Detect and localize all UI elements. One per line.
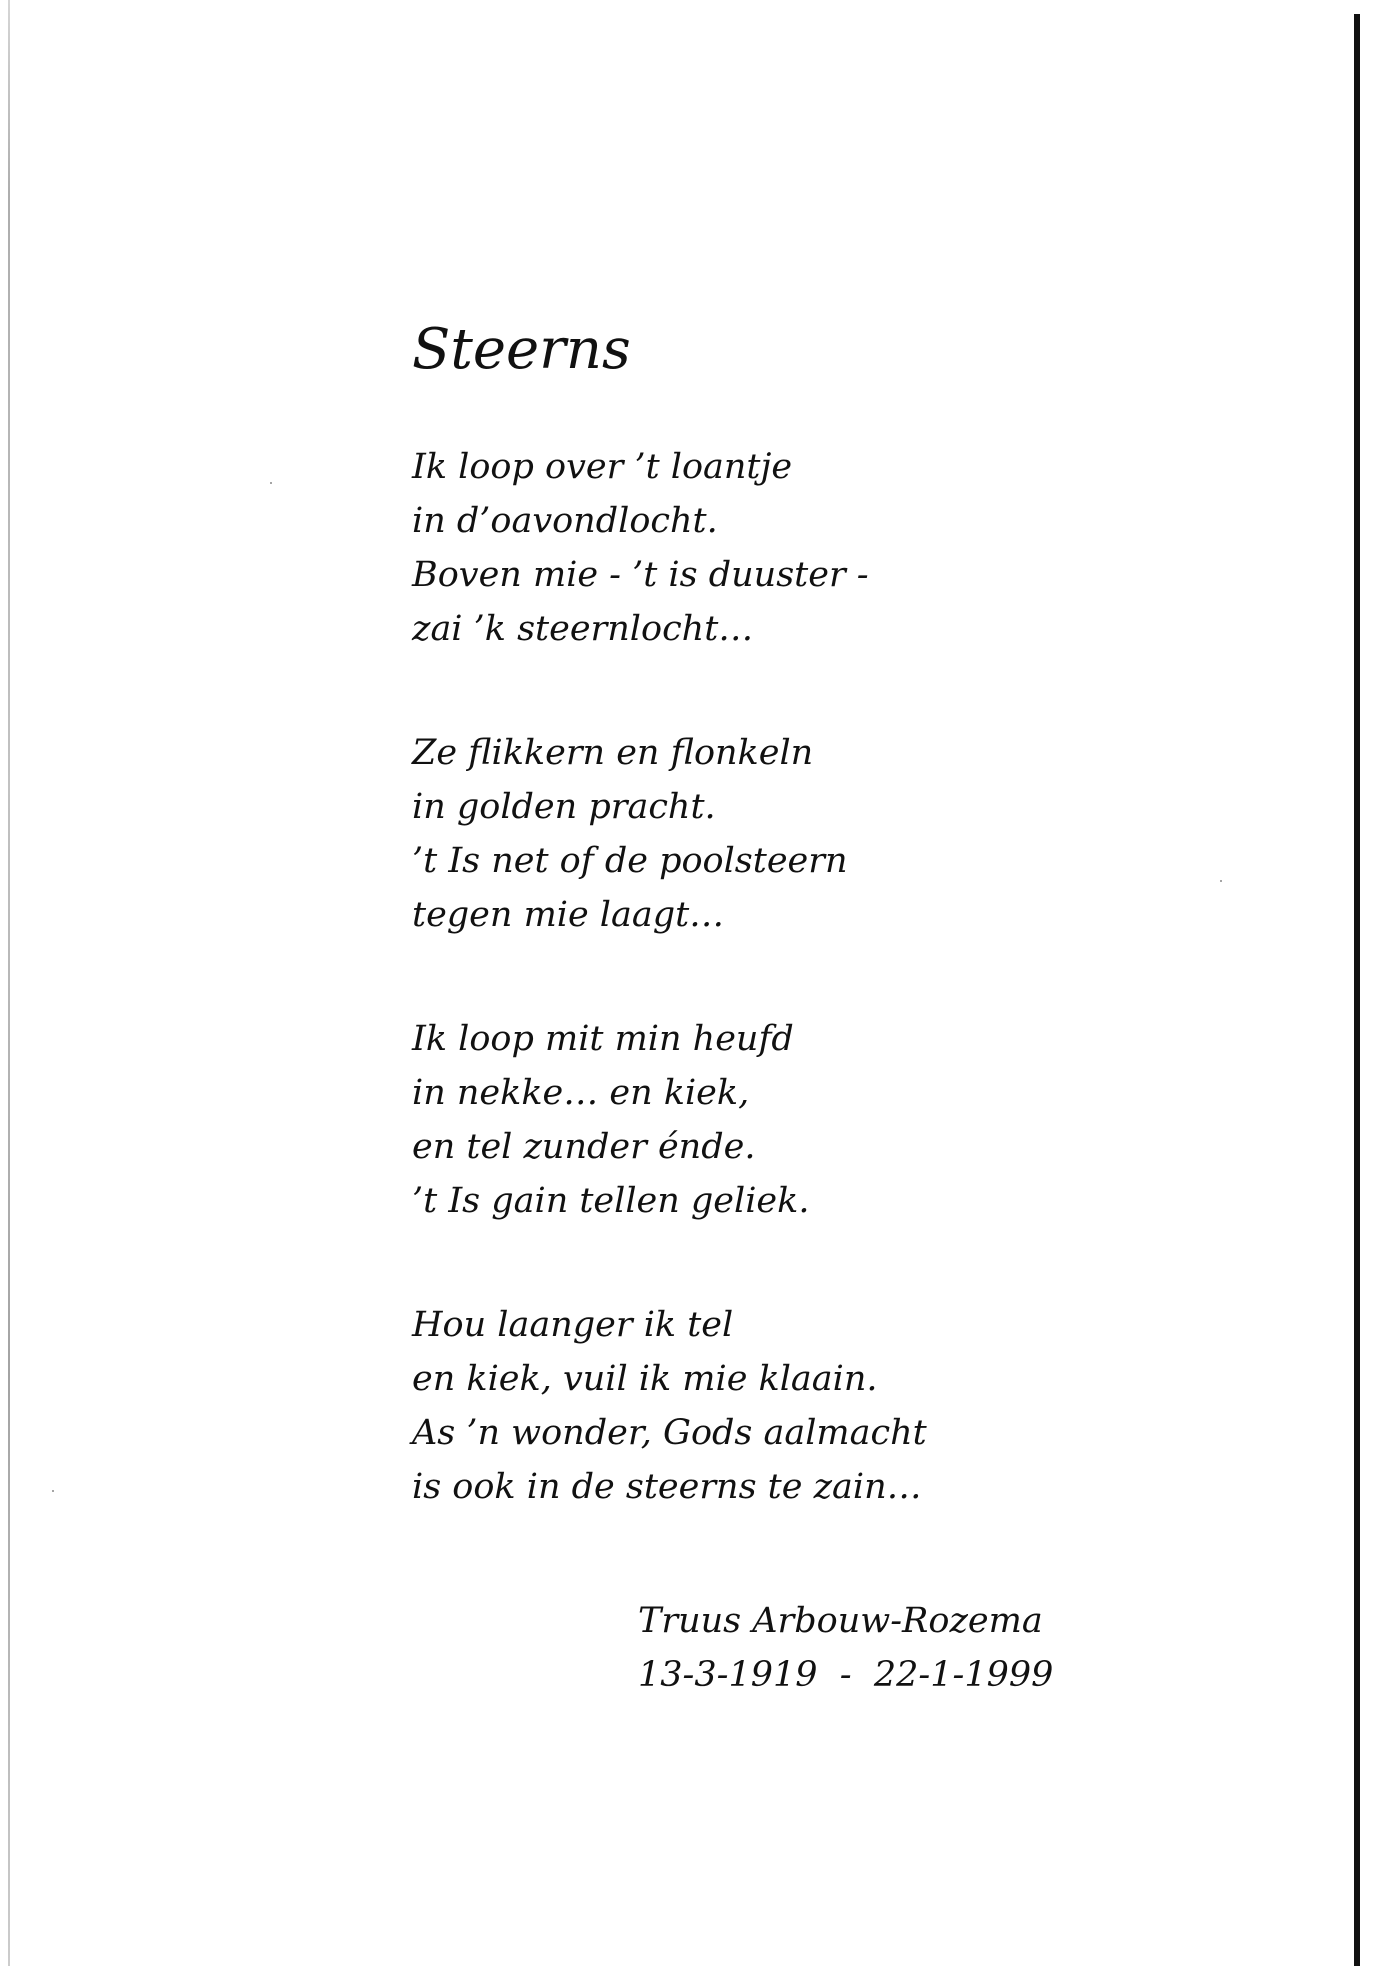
poem-title: Steerns <box>412 317 631 382</box>
verse-line: As ’n wonder, Gods aalmacht <box>412 1413 927 1453</box>
stanza-4 <box>412 1298 1212 1514</box>
verse-line: Ik loop mit min heufd <box>412 1019 794 1059</box>
verse-line: Ze flikkern en flonkeln <box>412 733 814 773</box>
verse-line: in d’oavondlocht. <box>412 501 718 541</box>
stanza-2 <box>412 726 1212 942</box>
verse-line: is ook in de steerns te zain… <box>412 1467 922 1507</box>
verse-line: Ik loop over ’t loantje <box>412 447 793 487</box>
verse-line: tegen mie laagt… <box>412 895 725 935</box>
scan-speck <box>270 482 272 484</box>
verse-line: ’t Is net of de poolsteern <box>412 841 848 881</box>
verse-line: in golden pracht. <box>412 787 716 827</box>
poem <box>412 310 1212 1584</box>
author-name: Truus Arbouw-Rozema <box>638 1601 1043 1641</box>
life-dates: 13-3-1919 - 22-1-1999 <box>638 1655 1054 1695</box>
page-right-edge <box>1354 14 1360 1966</box>
verse-line: Boven mie - ’t is duuster - <box>412 555 869 595</box>
verse-line: en tel zunder énde. <box>412 1127 756 1167</box>
stanza-1 <box>412 440 1212 656</box>
stanza-3 <box>412 1012 1212 1228</box>
verse-line: Hou laanger ik tel <box>412 1305 734 1345</box>
page-left-edge <box>8 0 10 1966</box>
scan-speck <box>52 1490 54 1492</box>
verse-line: in nekke… en kiek, <box>412 1073 750 1113</box>
verse-line: ’t Is gain tellen geliek. <box>412 1181 810 1221</box>
verse-line: en kiek, vuil ik mie klaain. <box>412 1359 878 1399</box>
signature <box>638 1594 1053 1702</box>
scan-speck <box>1220 880 1222 882</box>
verse-line: zai ’k steernlocht… <box>412 609 754 649</box>
